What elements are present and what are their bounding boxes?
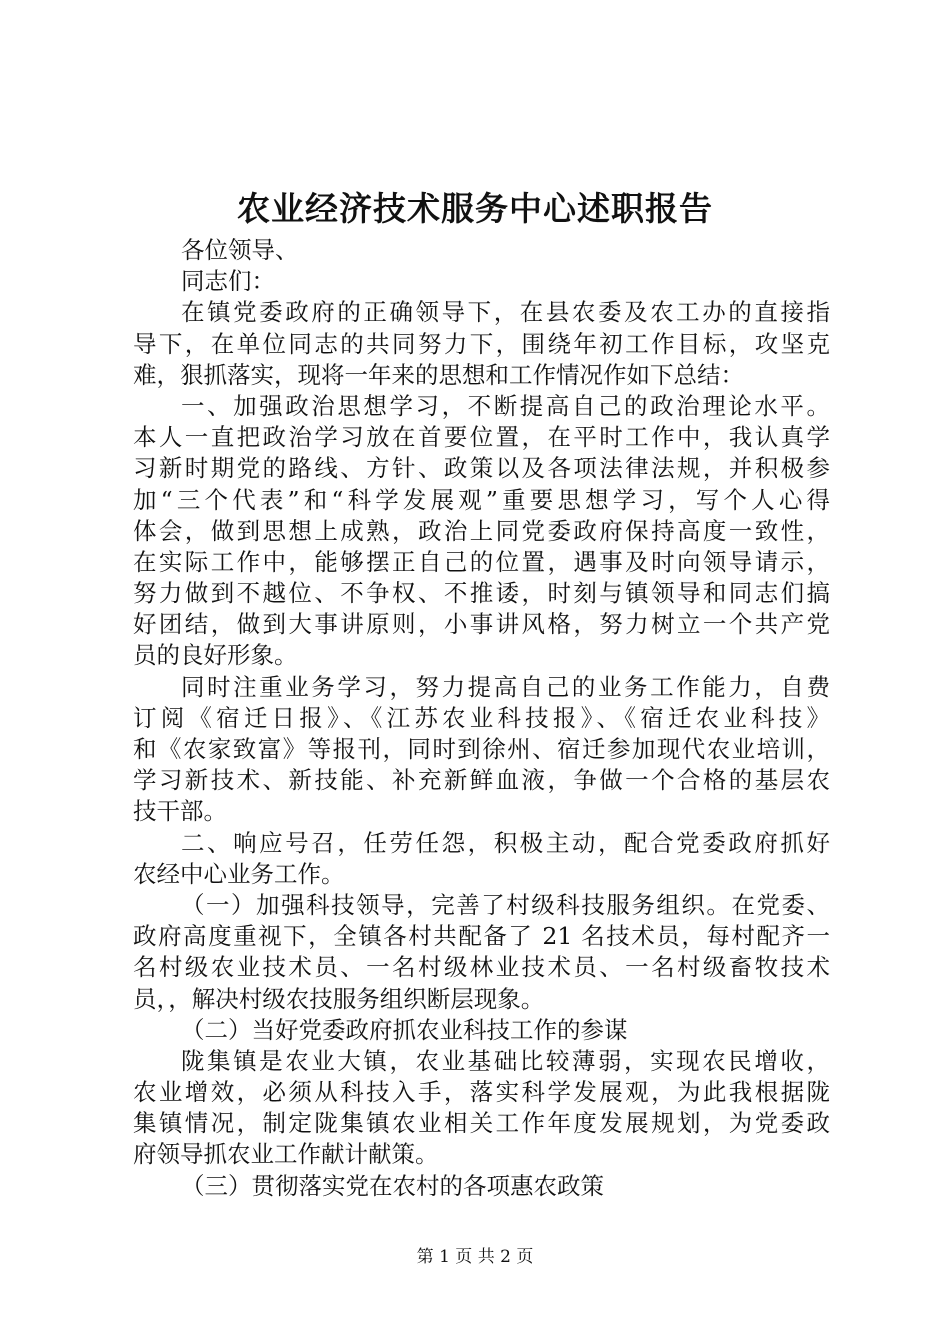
text-line: 各位领导、 [181, 236, 299, 264]
text-line: 和《农家致富》等报刊，同时到徐州、宿迁参加现代农业培训， [133, 735, 830, 763]
document-title: 农业经济技术服务中心述职报告 [237, 189, 713, 228]
text-line: 集镇情况，制定陇集镇农业相关工作年度发展规划，为党委政 [133, 1109, 830, 1138]
text-line: 体会，做到思想上成熟，政治上同党委政府保持高度一致性， [133, 516, 830, 545]
text-line: 二、响应号召，任劳任怨，积极主动，配合党委政府抓好 [181, 828, 830, 857]
text-line: 导下，在单位同志的共同努力下，围绕年初工作目标，攻坚克 [133, 329, 830, 358]
text-line: 员，，解决村级农技服务组织断层现象。 [133, 984, 545, 1013]
text-line: 农经中心业务工作。 [133, 859, 345, 888]
text-line: 府领导抓农业工作献计献策。 [133, 1140, 439, 1169]
text-line: 难，狠抓落实，现将一年来的思想和工作情况作如下总结： [133, 360, 744, 389]
document-body [133, 235, 830, 1202]
text-line: （三）贯彻落实党在农村的各项惠农政策 [181, 1171, 604, 1200]
text-line: 好团结，做到大事讲原则，小事讲风格，努力树立一个共产党 [133, 610, 830, 639]
text-line: 在镇党委政府的正确领导下，在县农委及农工办的直接指 [181, 298, 830, 327]
text-line: 习新时期党的路线、方针、政策以及各项法律法规，并积极参 [133, 454, 830, 483]
text-line: 订阅《宿迁日报》、《江苏农业科技报》、《宿迁农业科技》 [133, 703, 830, 732]
text-line: 同志们： [181, 267, 275, 296]
text-line: 在实际工作中，能够摆正自己的位置，遇事及时向领导请示， [133, 547, 830, 576]
text-line: 努力做到不越位、不争权、不推诿，时刻与镇领导和同志们搞 [133, 579, 830, 608]
text-line: （二）当好党委政府抓农业科技工作的参谋 [181, 1015, 628, 1044]
text-line: 名村级农业技术员、一名村级林业技术员、一名村级畜牧技术 [133, 953, 830, 982]
text-line: 农业增效，必须从科技入手，落实科学发展观，为此我根据陇 [133, 1078, 830, 1107]
text-line: 陇集镇是农业大镇，农业基础比较薄弱，实现农民增收， [181, 1046, 830, 1075]
text-line: 加“三个代表”和“科学发展观”重要思想学习，写个人心得 [133, 485, 830, 514]
text-line: 一、加强政治思想学习，不断提高自己的政治理论水平。 [181, 391, 830, 420]
page-footer: 第 1 页 共 2 页 [416, 1247, 534, 1267]
text-line: 学习新技术、新技能、补充新鲜血液，争做一个合格的基层农 [133, 766, 830, 795]
text-line: 技干部。 [133, 797, 227, 826]
text-line: （一）加强科技领导，完善了村级科技服务组织。在党委、 [181, 890, 830, 919]
text-line: 员的良好形象。 [133, 641, 298, 670]
text-line: 本人一直把政治学习放在首要位置，在平时工作中，我认真学 [133, 423, 830, 452]
text-line: 政府高度重视下，全镇各村共配备了 21 名技术员，每村配齐一 [133, 922, 830, 951]
text-line: 同时注重业务学习，努力提高自己的业务工作能力，自费 [181, 672, 830, 701]
